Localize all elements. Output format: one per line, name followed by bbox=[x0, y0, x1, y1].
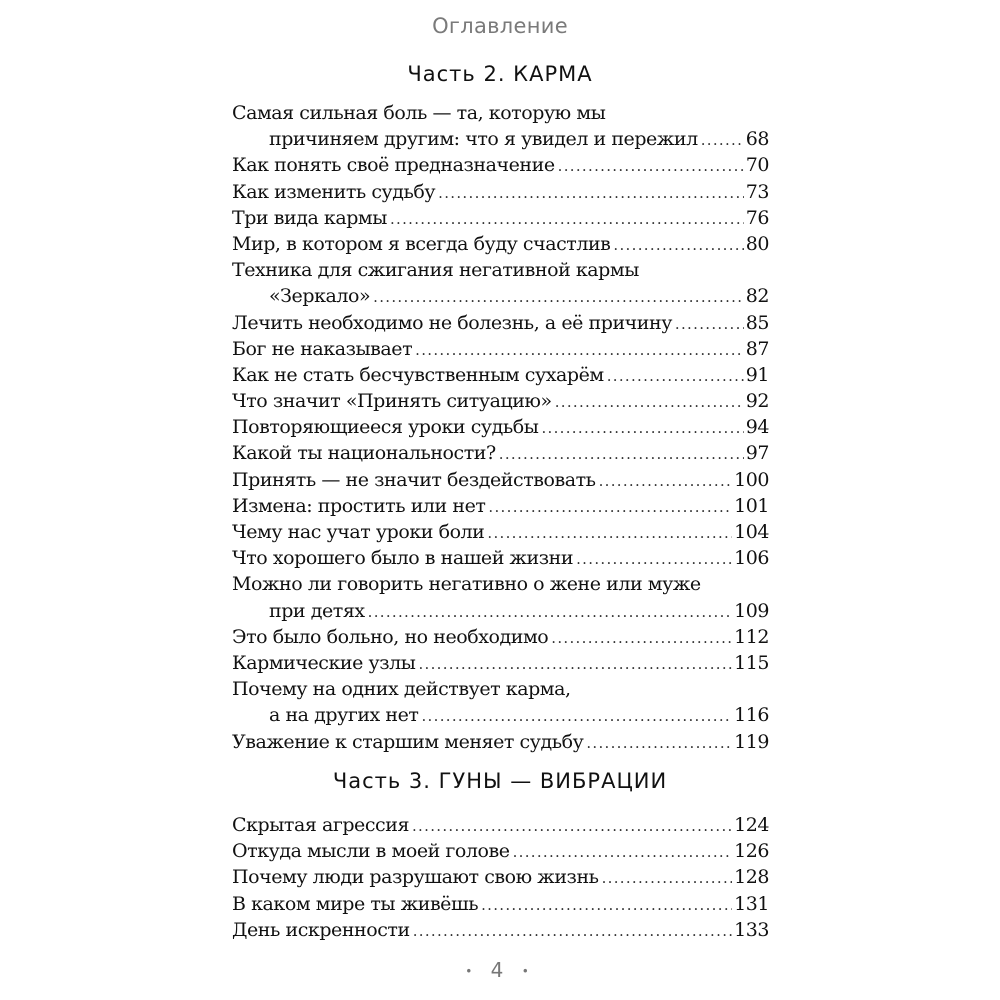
toc-entry-title: Измена: простить или нет bbox=[232, 494, 486, 517]
toc-entry-line bbox=[232, 231, 769, 257]
dot-leader bbox=[487, 520, 732, 546]
toc-page-number: 128 bbox=[734, 866, 769, 889]
toc-entry[interactable] bbox=[232, 231, 769, 257]
dot-leader bbox=[412, 813, 732, 839]
toc-entry[interactable] bbox=[232, 152, 769, 178]
toc-page-number: 131 bbox=[734, 892, 769, 915]
toc-entry[interactable] bbox=[232, 838, 769, 864]
folio-ornament-left: • bbox=[465, 964, 479, 979]
toc-entry-line bbox=[232, 624, 769, 650]
toc-entry-line bbox=[232, 100, 769, 126]
toc-entry-line bbox=[232, 519, 769, 545]
toc-entry-title: Мир, в котором я всегда буду счастлив bbox=[232, 232, 611, 255]
toc-entry[interactable] bbox=[232, 440, 769, 466]
dot-leader bbox=[418, 651, 732, 677]
part-title-3: Часть 3. ГУНЫ — ВИБРАЦИИ bbox=[332, 769, 668, 793]
toc-entry[interactable] bbox=[232, 179, 769, 205]
toc-page-number: 100 bbox=[734, 468, 769, 491]
toc-entry-title: Можно ли говорить негативно о жене или муже bbox=[232, 573, 701, 596]
toc-entry-line bbox=[232, 440, 769, 466]
toc-page-number: 80 bbox=[745, 232, 769, 255]
toc-entry[interactable] bbox=[232, 676, 769, 728]
toc-page-number: 87 bbox=[745, 337, 769, 360]
toc-entry[interactable] bbox=[232, 414, 769, 440]
dot-leader bbox=[368, 599, 732, 625]
toc-entry-title: Лечить необходимо не болезнь, а её причину bbox=[232, 311, 672, 334]
toc-page-number: 119 bbox=[734, 730, 769, 753]
toc-entry-title: Самая сильная боль — та, которую мы bbox=[232, 102, 606, 124]
toc-entry-line bbox=[232, 152, 769, 178]
toc-entry[interactable] bbox=[232, 362, 769, 388]
toc-entry[interactable] bbox=[232, 650, 769, 676]
toc-entry[interactable] bbox=[232, 493, 769, 519]
toc-page-number: 85 bbox=[745, 311, 769, 334]
toc-entry-line bbox=[232, 388, 769, 414]
toc-entry-title: «Зеркало» bbox=[269, 285, 371, 308]
toc-entry-title: Как не стать бесчувственным сухарём bbox=[232, 363, 604, 386]
dot-leader bbox=[421, 703, 732, 729]
toc-list-part-2 bbox=[232, 100, 769, 755]
toc-entry-title: Бог не наказывает bbox=[232, 337, 413, 360]
toc-entry-line bbox=[232, 891, 769, 917]
dot-leader bbox=[373, 284, 744, 310]
toc-entry-line-continued bbox=[232, 283, 769, 309]
toc-page-number: 70 bbox=[745, 154, 769, 177]
toc-entry-title: причиняем другим: что я увидел и пережил bbox=[269, 128, 698, 151]
toc-entry-title: при детях bbox=[269, 599, 365, 622]
toc-page-number: 101 bbox=[734, 494, 769, 517]
toc-entry-title: Повторяющиееся уроки судьбы bbox=[232, 416, 539, 439]
toc-entry[interactable] bbox=[232, 729, 769, 755]
dot-leader bbox=[701, 127, 744, 153]
toc-entry[interactable] bbox=[232, 917, 769, 943]
toc-entry[interactable] bbox=[232, 467, 769, 493]
dot-leader bbox=[555, 389, 744, 415]
toc-list-part-3 bbox=[232, 812, 769, 943]
toc-page-number: 109 bbox=[734, 599, 769, 622]
toc-page-number: 116 bbox=[734, 704, 769, 727]
toc-entry-line bbox=[232, 205, 769, 231]
dot-leader bbox=[675, 311, 744, 337]
toc-entry-title: Кармические узлы bbox=[232, 651, 416, 674]
toc-entry-title: Это было больно, но необходимо bbox=[232, 625, 549, 648]
toc-page-number: 73 bbox=[745, 180, 769, 203]
toc-entry-line bbox=[232, 257, 769, 283]
toc-entry[interactable] bbox=[232, 310, 769, 336]
toc-entry-line bbox=[232, 864, 769, 890]
toc-entry[interactable] bbox=[232, 100, 769, 152]
toc-entry[interactable] bbox=[232, 891, 769, 917]
toc-entry[interactable] bbox=[232, 571, 769, 623]
toc-entry[interactable] bbox=[232, 388, 769, 414]
toc-page-number: 124 bbox=[734, 814, 769, 836]
toc-entry-line bbox=[232, 310, 769, 336]
dot-leader bbox=[481, 892, 732, 918]
toc-entry-line bbox=[232, 493, 769, 519]
toc-entry-title: Принять — не значит бездействовать bbox=[232, 468, 596, 491]
dot-leader bbox=[602, 865, 733, 891]
dot-leader bbox=[613, 232, 743, 258]
dot-leader bbox=[576, 546, 732, 572]
toc-page-number: 76 bbox=[745, 206, 769, 229]
dot-leader bbox=[413, 918, 732, 944]
toc-entry-line bbox=[232, 467, 769, 493]
page-number-value: 4 bbox=[490, 958, 510, 982]
toc-entry-line-continued bbox=[232, 702, 769, 728]
toc-entry-line bbox=[232, 545, 769, 571]
toc-page-number: 91 bbox=[745, 363, 769, 386]
folio-ornament-right: • bbox=[521, 964, 535, 979]
toc-page-number: 104 bbox=[734, 521, 769, 543]
toc-entry-title: Три вида кармы bbox=[232, 206, 387, 229]
toc-entry-title: Что хорошего было в нашей жизни bbox=[232, 547, 574, 570]
toc-entry[interactable] bbox=[232, 624, 769, 650]
dot-leader bbox=[415, 337, 744, 363]
toc-entry-title: Как изменить судьбу bbox=[232, 180, 436, 203]
toc-entry-title: Откуда мысли в моей голове bbox=[232, 840, 510, 863]
toc-entry-title: В каком мире ты живёшь bbox=[232, 892, 479, 915]
toc-entry[interactable] bbox=[232, 545, 769, 571]
toc-entry-title: Почему люди разрушают свою жизнь bbox=[232, 866, 599, 889]
toc-page-number: 94 bbox=[745, 416, 769, 439]
toc-entry[interactable] bbox=[232, 336, 769, 362]
toc-entry-line bbox=[232, 676, 769, 702]
toc-entry-line-continued bbox=[232, 126, 769, 152]
toc-entry-line bbox=[232, 650, 769, 676]
toc-entry-line bbox=[232, 571, 769, 597]
toc-entry-title: Техника для сжигания негативной кармы bbox=[232, 259, 639, 282]
toc-entry-title: Почему на одних действует карма, bbox=[232, 678, 571, 701]
toc-entry[interactable] bbox=[232, 257, 769, 309]
toc-entry-line bbox=[232, 336, 769, 362]
dot-leader bbox=[586, 730, 732, 756]
toc-entry-line bbox=[232, 917, 769, 943]
toc-entry-title: Какой ты национальности? bbox=[232, 442, 496, 465]
dot-leader bbox=[438, 180, 744, 206]
toc-page-number: 68 bbox=[745, 128, 769, 151]
toc-entry[interactable] bbox=[232, 864, 769, 890]
toc-entry[interactable] bbox=[232, 519, 769, 545]
toc-entry-title: Как понять своё предназначение bbox=[232, 154, 555, 177]
toc-page-number: 126 bbox=[734, 840, 769, 863]
toc-page-number: 92 bbox=[745, 390, 769, 413]
toc-page-number: 106 bbox=[734, 547, 769, 570]
toc-page-number: 97 bbox=[745, 442, 769, 465]
dot-leader bbox=[599, 468, 733, 494]
toc-entry[interactable] bbox=[232, 812, 769, 838]
toc-page-number: 112 bbox=[734, 625, 769, 648]
toc-entry-line bbox=[232, 414, 769, 440]
toc-page-number: 82 bbox=[745, 285, 769, 308]
toc-entry-title: Скрытая агрессия bbox=[232, 814, 409, 836]
toc-entry-title: а на других нет bbox=[269, 704, 419, 727]
dot-leader bbox=[513, 839, 733, 865]
dot-leader bbox=[541, 415, 743, 441]
toc-entry-title: Уважение к старшим меняет судьбу bbox=[232, 730, 584, 753]
dot-leader bbox=[488, 494, 732, 520]
toc-entry-line-continued bbox=[232, 598, 769, 624]
dot-leader bbox=[499, 441, 744, 467]
toc-page-number: 133 bbox=[734, 918, 769, 941]
toc-entry-title: Что значит «Принять ситуацию» bbox=[232, 390, 552, 413]
toc-entry-line bbox=[232, 812, 769, 838]
toc-page-number: 115 bbox=[734, 651, 769, 674]
toc-entry-title: День искренности bbox=[232, 918, 410, 941]
toc-entry-line bbox=[232, 838, 769, 864]
dot-leader bbox=[558, 153, 744, 179]
part-title-2: Часть 2. КАРМА bbox=[407, 62, 593, 86]
page-number bbox=[0, 958, 1000, 982]
toc-entry-line bbox=[232, 179, 769, 205]
dot-leader bbox=[551, 625, 732, 651]
toc-entry[interactable] bbox=[232, 205, 769, 231]
dot-leader bbox=[607, 363, 744, 389]
dot-leader bbox=[390, 206, 744, 232]
running-header: Оглавление bbox=[432, 14, 568, 38]
toc-entry-line bbox=[232, 362, 769, 388]
toc-entry-line bbox=[232, 729, 769, 755]
toc-entry-title: Чему нас учат уроки боли bbox=[232, 521, 485, 543]
